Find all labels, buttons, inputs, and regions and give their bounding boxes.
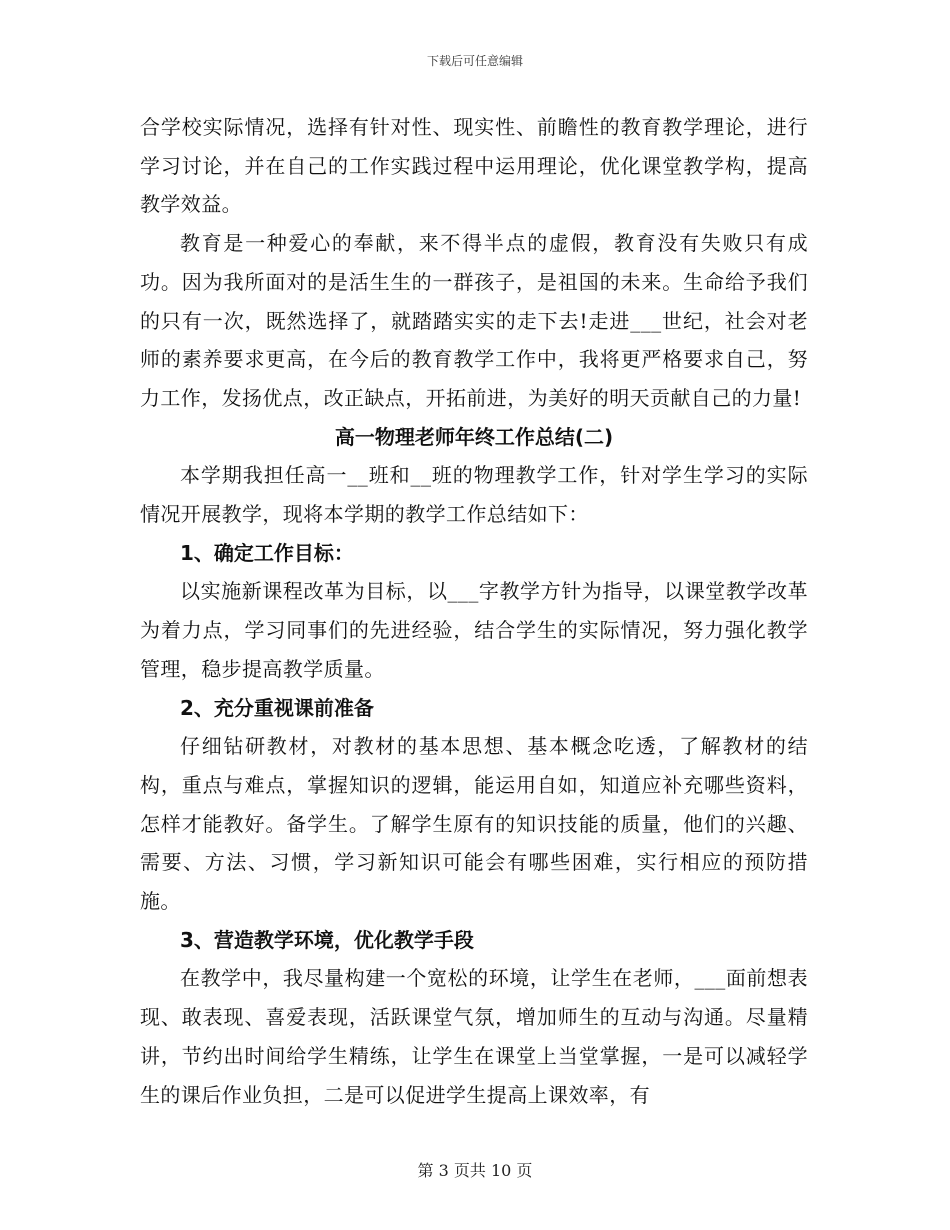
paragraph-closing: 教育是一种爱心的奉献，来不得半点的虚假，教育没有失败只有成功。因为我所面对的是活生生的一群孩子，是祖国的未来。生命给予我们的只有一次，既然选择了，就踏踏实实的走下去!走进___世纪，社会对老师的素养要求更高，在今后的教育教学工作中，我将更严格要求自己，努力工作，发扬优点，改正缺点，开拓前进，为美好的明天贡献自己的力量! (140, 231, 808, 410)
heading-lesson-preparation: 2、充分重视课前准备 (180, 695, 374, 720)
page-header: 下载后可任意编辑 (426, 54, 523, 68)
paragraph-intro: 本学期我担任高一__班和__班的物理教学工作，针对学生学习的实际情况开展教学，现将本学期的教学工作总结如下： (140, 463, 808, 527)
page-footer: 第 3 页共 10 页 (417, 1161, 533, 1180)
paragraph-continued: 合学校实际情况，选择有针对性、现实性、前瞻性的教育教学理论，进行学习讨论，并在自己的工作实践过程中运用理论，优化课堂教学构，提高教学效益。 (140, 115, 808, 217)
section-title: 高一物理老师年终工作总结(二) (334, 424, 614, 449)
heading-teaching-environment: 3、营造教学环境，优化教学手段 (180, 927, 474, 952)
document-body (140, 108, 808, 1114)
paragraph-teaching-environment: 在教学中，我尽量构建一个宽松的环境，让学生在老师，___面前想表现、敢表现、喜爱表现，活跃课堂气氛，增加师生的互动与沟通。尽量精讲，节约出时间给学生精练，让学生在课堂上当堂掌握，一是可以减轻学生的课后作业负担，二是可以促进学生提高上课效率，有 (140, 966, 808, 1107)
paragraph-work-goals: 以实施新课程改革为目标，以___字教学方针为指导，以课堂教学改革为着力点，学习同事们的先进经验，结合学生的实际情况，努力强化教学管理，稳步提高教学质量。 (140, 579, 808, 681)
paragraph-lesson-preparation: 仔细钻研教材，对教材的基本思想、基本概念吃透，了解教材的结构，重点与难点，掌握知识的逻辑，能运用自如，知道应补充哪些资料，怎样才能教好。备学生。了解学生原有的知识技能的质量，他们的兴趣、需要、方法、习惯，学习新知识可能会有哪些困难，实行相应的预防措施。 (140, 734, 808, 914)
heading-work-goals: 1、确定工作目标： (180, 540, 354, 565)
